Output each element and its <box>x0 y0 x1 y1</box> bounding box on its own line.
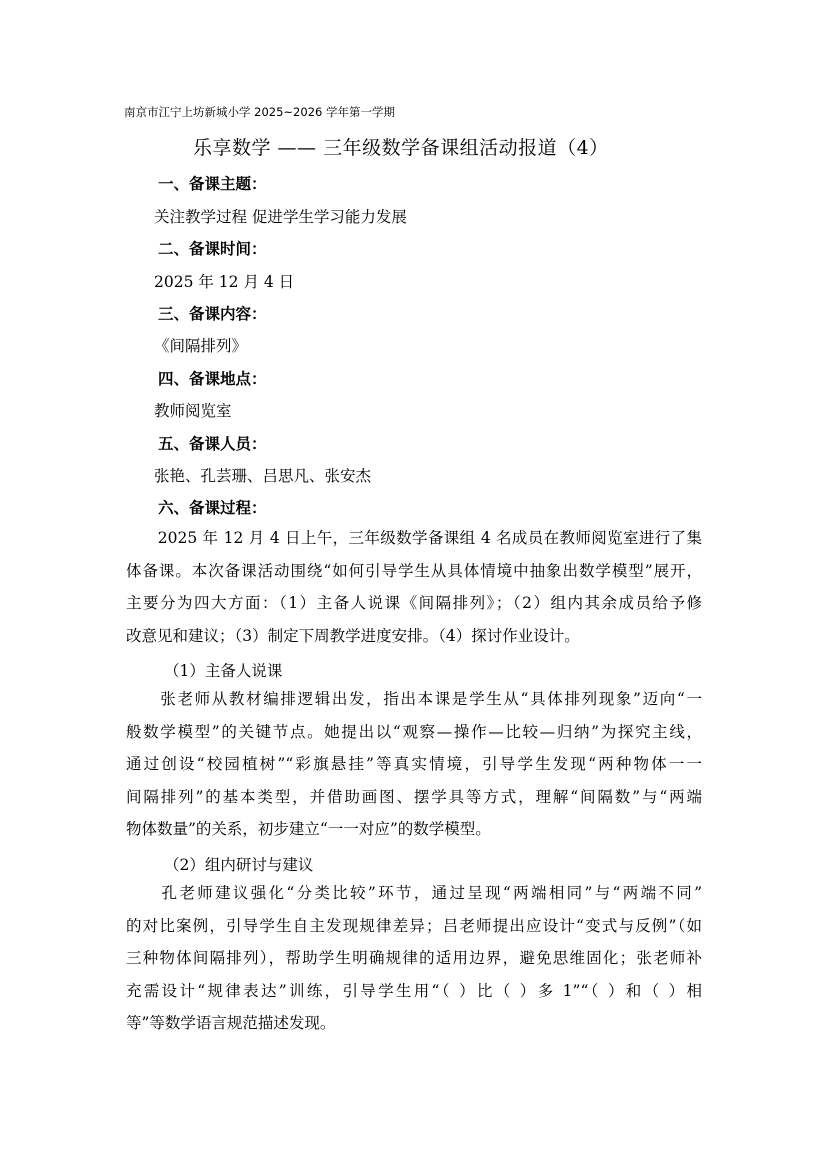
paragraph-line: 张老师从教材编排逻辑出发，指出本课是学生从“具体排列现象”迈向“一 <box>126 690 702 708</box>
page-title: 乐享数学 —— 三年级数学备课组活动报道（4） <box>193 137 609 159</box>
section-heading-members: 五、备课人员： <box>158 435 267 453</box>
section-heading-time: 二、备课时间： <box>158 240 267 258</box>
section-heading-location: 四、备课地点： <box>158 370 267 388</box>
section-value-content: 《间隔排列》 <box>154 337 248 355</box>
paragraph-line: 改意见和建议；（3）制定下周教学进度安排。（4）探讨作业设计。 <box>126 626 580 645</box>
paragraph-line: 2025 年 12 月 4 日上午，三年级数学备课组 4 名成员在教师阅览室进行了集 <box>126 529 702 547</box>
paragraph-line: 的对比案例，引导学生自主发现规律差异；吕老师提出应设计“变式与反例”（如 <box>126 916 702 935</box>
section-value-time: 2025 年 12 月 4 日 <box>154 273 295 291</box>
section-heading-topic: 一、备课主题： <box>158 175 267 193</box>
section-heading-content: 三、备课内容： <box>158 305 267 323</box>
paragraph-line: 通过创设“校园植树”“彩旗悬挂”等真实情境，引导学生发现“两种物体一一 <box>126 755 702 773</box>
paragraph-line: 三种物体间隔排列），帮助学生明确规律的适用边界，避免思维固化；张老师补 <box>126 949 702 967</box>
paragraph-line: 间隔排列”的基本类型，并借助画图、摆学具等方式，理解“间隔数”与“两端 <box>126 787 702 806</box>
section-value-members: 张艳、孔芸珊、吕思凡、张安杰 <box>154 467 372 485</box>
paragraph-line: 般数学模型”的关键节点。她提出以“观察—操作—比较—归纳”为探究主线， <box>126 722 702 741</box>
subheading-lead-presentation: （1）主备人说课 <box>164 662 283 680</box>
paragraph-line: 主要分为四大方面：（1）主备人说课《间隔排列》；（2）组内其余成员给予修 <box>126 594 702 612</box>
section-heading-process: 六、备课过程： <box>158 499 267 517</box>
paragraph-line: 充需设计“规律表达”训练，引导学生用“（ ）比（ ）多 1”“（ ）和（ ）相 <box>126 981 702 1000</box>
process-intro-paragraph <box>126 522 702 652</box>
school-term-header: 南京市江宁上坊新城小学 2025~2026 学年第一学期 <box>124 105 395 119</box>
section-value-topic: 关注教学过程 促进学生学习能力发展 <box>154 208 407 226</box>
subheading-group-discussion: （2）组内研讨与建议 <box>164 856 314 874</box>
group-discussion-paragraph <box>126 877 702 1040</box>
paragraph-line: 孔老师建议强化“分类比较”环节，通过呈现“两端相同”与“两端不同” <box>126 884 702 902</box>
paragraph-line: 物体数量”的关系，初步建立“一一对应”的数学模型。 <box>126 820 491 838</box>
paragraph-line: 体备课。本次备课活动围绕“如何引导学生从具体情境中抽象出数学模型”展开， <box>126 561 702 580</box>
lead-presentation-paragraph <box>126 683 702 846</box>
paragraph-line: 等”等数学语言规范描述发现。 <box>126 1014 336 1032</box>
section-value-location: 教师阅览室 <box>154 402 232 420</box>
